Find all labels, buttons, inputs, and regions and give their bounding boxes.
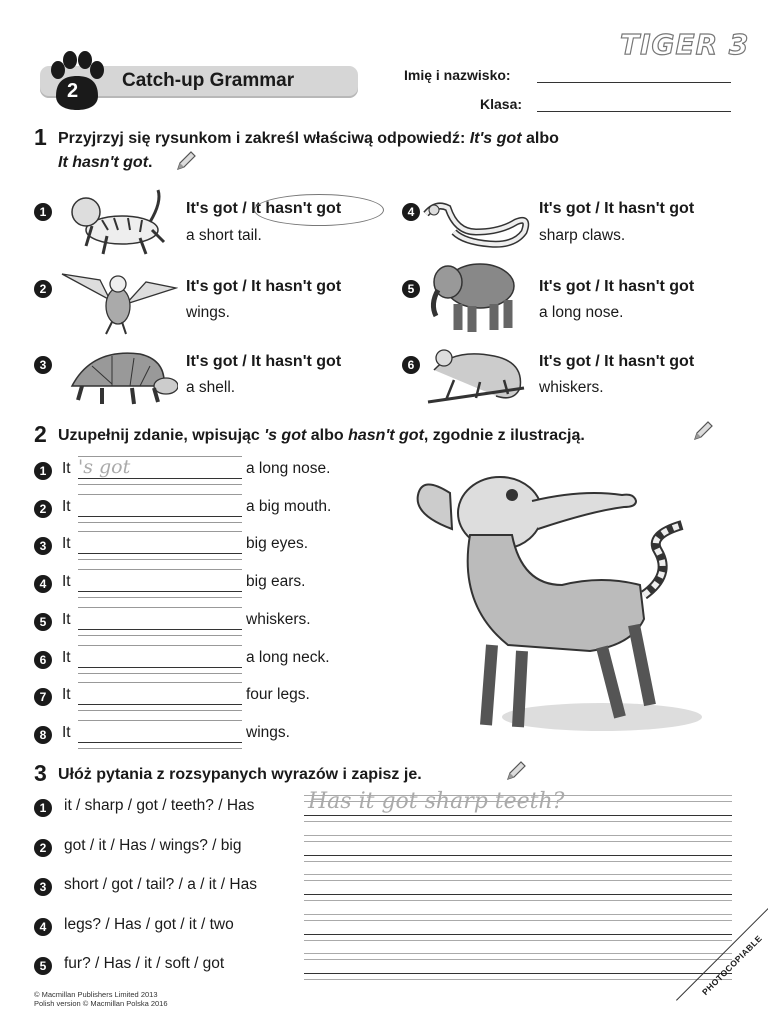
writing-guide xyxy=(304,900,732,901)
ex2-item-start: It xyxy=(62,535,71,553)
ex3-item-bullet: 2 xyxy=(34,839,52,857)
ex2-item-end: a big mouth. xyxy=(246,497,332,515)
ex1-item-2-options: It's got / It hasn't got xyxy=(186,278,342,295)
writing-guide xyxy=(78,531,242,532)
ex2-instruction: Uzupełnij zdanie, wpisując 's got albo hasn't got, zgodnie z ilustracją. xyxy=(58,427,585,444)
writing-guide xyxy=(78,682,242,683)
mixed-animal-illustration xyxy=(412,455,712,745)
example-answer: 's got xyxy=(78,456,131,478)
option-it-hasnt-got[interactable]: It hasn't got xyxy=(604,278,695,295)
ex1-item-6-options: It's got / It hasn't got xyxy=(539,353,695,370)
writing-guide xyxy=(78,720,242,721)
writing-guide xyxy=(304,940,732,941)
ex2-item-end: a long nose. xyxy=(246,460,331,477)
writing-guide xyxy=(78,607,242,608)
writing-guide xyxy=(78,597,242,598)
writing-guide xyxy=(304,953,732,954)
ex2-item-end: whiskers. xyxy=(246,610,311,628)
tortoise-illustration xyxy=(62,346,178,410)
answer-field[interactable] xyxy=(78,516,242,517)
class-label: Klasa: xyxy=(480,96,523,112)
unit-number: 2 xyxy=(67,80,79,102)
ex3-item-row xyxy=(34,916,734,950)
bird-illustration xyxy=(60,266,178,338)
ex3-item-row xyxy=(34,789,734,831)
answer-field[interactable] xyxy=(78,591,242,592)
writing-guide xyxy=(78,673,242,674)
ex3-item-words: fur? / Has / it / soft / got xyxy=(64,955,225,972)
ex1-item-1-bullet: 1 xyxy=(34,203,52,221)
ex2-item-start: It xyxy=(62,460,71,477)
ex2-item-bullet: 5 xyxy=(34,613,52,631)
writing-guide xyxy=(78,494,242,495)
writing-guide xyxy=(304,959,732,960)
ex3-item-row xyxy=(34,955,734,989)
ex2-item-start: It xyxy=(62,648,71,666)
tiger-illustration xyxy=(62,186,172,260)
name-label: Imię i nazwisko: xyxy=(404,67,511,83)
writing-guide xyxy=(78,710,242,711)
ex2-item-row xyxy=(34,724,404,754)
ex3-item-words: short / got / tail? / a / it / Has xyxy=(64,876,257,893)
answer-field[interactable] xyxy=(78,667,242,668)
writing-guide xyxy=(304,920,732,921)
name-field[interactable] xyxy=(537,82,731,83)
option-its-got[interactable]: It's got xyxy=(539,200,591,217)
ex1-number: 1 xyxy=(34,124,47,150)
example-answer: Has it got sharp teeth? xyxy=(308,789,565,814)
writing-guide xyxy=(78,559,242,560)
writing-guide xyxy=(78,645,242,646)
ex3-instruction: Ułóż pytania z rozsypanych wyrazów i zapisz je. xyxy=(58,766,422,783)
copyright: © Macmillan Publishers Limited 2013 Polish version © Macmillan Polska 2016 xyxy=(34,990,168,1008)
ex1-item-6-bullet: 6 xyxy=(402,356,420,374)
pencil-icon xyxy=(692,420,714,442)
ex3-item-words: legs? / Has / got / it / two xyxy=(64,915,234,933)
pencil-icon xyxy=(175,150,197,172)
answer-field[interactable] xyxy=(78,742,242,743)
ex1-item-5-bullet: 5 xyxy=(402,280,420,298)
ex1-item-3-text: a shell. xyxy=(186,379,236,396)
snake-illustration xyxy=(420,192,532,250)
option-it-hasnt-got[interactable]: It hasn't got xyxy=(604,200,695,217)
ex3-item-bullet: 5 xyxy=(34,957,52,975)
ex2-item-bullet: 7 xyxy=(34,688,52,706)
ex2-item-bullet: 2 xyxy=(34,500,52,518)
answer-field[interactable] xyxy=(78,478,242,479)
writing-guide xyxy=(78,748,242,749)
ex1-item-2-text: wings. xyxy=(186,304,230,321)
option-its-got[interactable]: It's got xyxy=(539,278,591,295)
ex1-item-6-text: whiskers. xyxy=(539,379,604,396)
ex1-item-5-text: a long nose. xyxy=(539,304,624,321)
photocopiable-label: PHOTOCOPIABLE xyxy=(700,933,764,998)
ex3-item-words: it / sharp / got / teeth? / Has xyxy=(64,797,255,814)
class-field[interactable] xyxy=(537,111,731,112)
writing-guide xyxy=(78,484,242,485)
option-it-hasnt-got[interactable]: It hasn't got xyxy=(251,200,342,217)
option-it-hasnt-got[interactable]: It hasn't got xyxy=(251,353,342,370)
answer-field[interactable] xyxy=(304,855,732,856)
ex3-item-bullet: 4 xyxy=(34,918,52,936)
option-it-hasnt-got[interactable]: It hasn't got xyxy=(604,353,695,370)
ex1-item-3-bullet: 3 xyxy=(34,356,52,374)
ex2-item-start: It xyxy=(62,610,71,628)
ex2-item-start: It xyxy=(62,686,71,704)
answer-field[interactable] xyxy=(304,894,732,895)
ex3-item-row xyxy=(34,837,734,871)
writing-guide xyxy=(304,979,732,980)
ex3-number: 3 xyxy=(34,760,47,786)
answer-field[interactable] xyxy=(304,815,732,816)
ex2-item-row xyxy=(34,498,404,528)
ex2-item-start: It xyxy=(62,497,71,515)
ex2-item-row xyxy=(34,535,404,565)
ex2-item-row xyxy=(34,649,404,679)
ex2-item-row xyxy=(34,573,404,603)
ex1-item-4-bullet: 4 xyxy=(402,203,420,221)
ex2-item-row xyxy=(34,611,404,641)
ex2-item-end: wings. xyxy=(246,723,290,741)
chameleon-illustration xyxy=(424,340,534,412)
ex1-instruction: Przyjrzyj się rysunkom i zakreśl właściwą odpowiedź: It's got albo It hasn't got. xyxy=(58,130,559,171)
page-title: Catch-up Grammar xyxy=(122,70,295,91)
writing-guide xyxy=(78,522,242,523)
writing-guide xyxy=(304,821,732,822)
ex2-item-bullet: 1 xyxy=(34,462,52,480)
ex2-item-end: a long neck. xyxy=(246,648,330,666)
option-its-got[interactable]: It's got xyxy=(539,353,591,370)
option-its-got[interactable]: It's got xyxy=(186,200,238,217)
ex2-item-row xyxy=(34,456,404,490)
ex1-item-4-options: It's got / It hasn't got xyxy=(539,200,695,217)
writing-guide xyxy=(304,880,732,881)
ex3-item-row xyxy=(34,876,734,910)
answer-field[interactable] xyxy=(78,629,242,630)
ex1-item-3-options: It's got / It hasn't got xyxy=(186,353,342,370)
ex3-item-words: got / it / Has / wings? / big xyxy=(64,836,242,854)
writing-guide xyxy=(304,914,732,915)
answer-field[interactable] xyxy=(304,934,732,935)
ex2-item-bullet: 6 xyxy=(34,651,52,669)
ex1-item-1-options: It's got / It hasn't got xyxy=(186,200,342,217)
ex1-item-2-bullet: 2 xyxy=(34,280,52,298)
ex1-item-1-text: a short tail. xyxy=(186,227,262,244)
ex3-item-bullet: 3 xyxy=(34,878,52,896)
ex1-item-4-text: sharp claws. xyxy=(539,227,626,244)
ex2-item-end: big ears. xyxy=(246,573,306,591)
answer-circle xyxy=(254,194,384,226)
ex2-item-end: big eyes. xyxy=(246,535,309,553)
ex2-item-bullet: 8 xyxy=(34,726,52,744)
ex2-item-start: It xyxy=(62,573,71,591)
ex3-item-bullet: 1 xyxy=(34,799,52,817)
ex2-item-end: four legs. xyxy=(246,686,310,704)
ex2-item-start: It xyxy=(62,723,71,741)
option-its-got[interactable]: It's got xyxy=(186,278,238,295)
writing-guide xyxy=(304,874,732,875)
writing-guide xyxy=(78,635,242,636)
answer-field[interactable] xyxy=(304,973,732,974)
writing-guide xyxy=(304,841,732,842)
ex1-item-5-options: It's got / It hasn't got xyxy=(539,278,695,295)
writing-guide xyxy=(304,835,732,836)
pencil-icon xyxy=(505,760,527,782)
ex2-number: 2 xyxy=(34,421,47,447)
elephant-illustration xyxy=(424,256,520,336)
tiger-logo: TIGER 3 xyxy=(620,28,750,61)
answer-field[interactable] xyxy=(78,553,242,554)
ex2-item-bullet: 4 xyxy=(34,575,52,593)
answer-field[interactable] xyxy=(78,704,242,705)
ex2-item-bullet: 3 xyxy=(34,537,52,555)
ex2-item-row xyxy=(34,686,404,716)
option-its-got[interactable]: It's got xyxy=(186,353,238,370)
writing-guide xyxy=(304,861,732,862)
writing-guide xyxy=(78,569,242,570)
option-it-hasnt-got[interactable]: It hasn't got xyxy=(251,278,342,295)
